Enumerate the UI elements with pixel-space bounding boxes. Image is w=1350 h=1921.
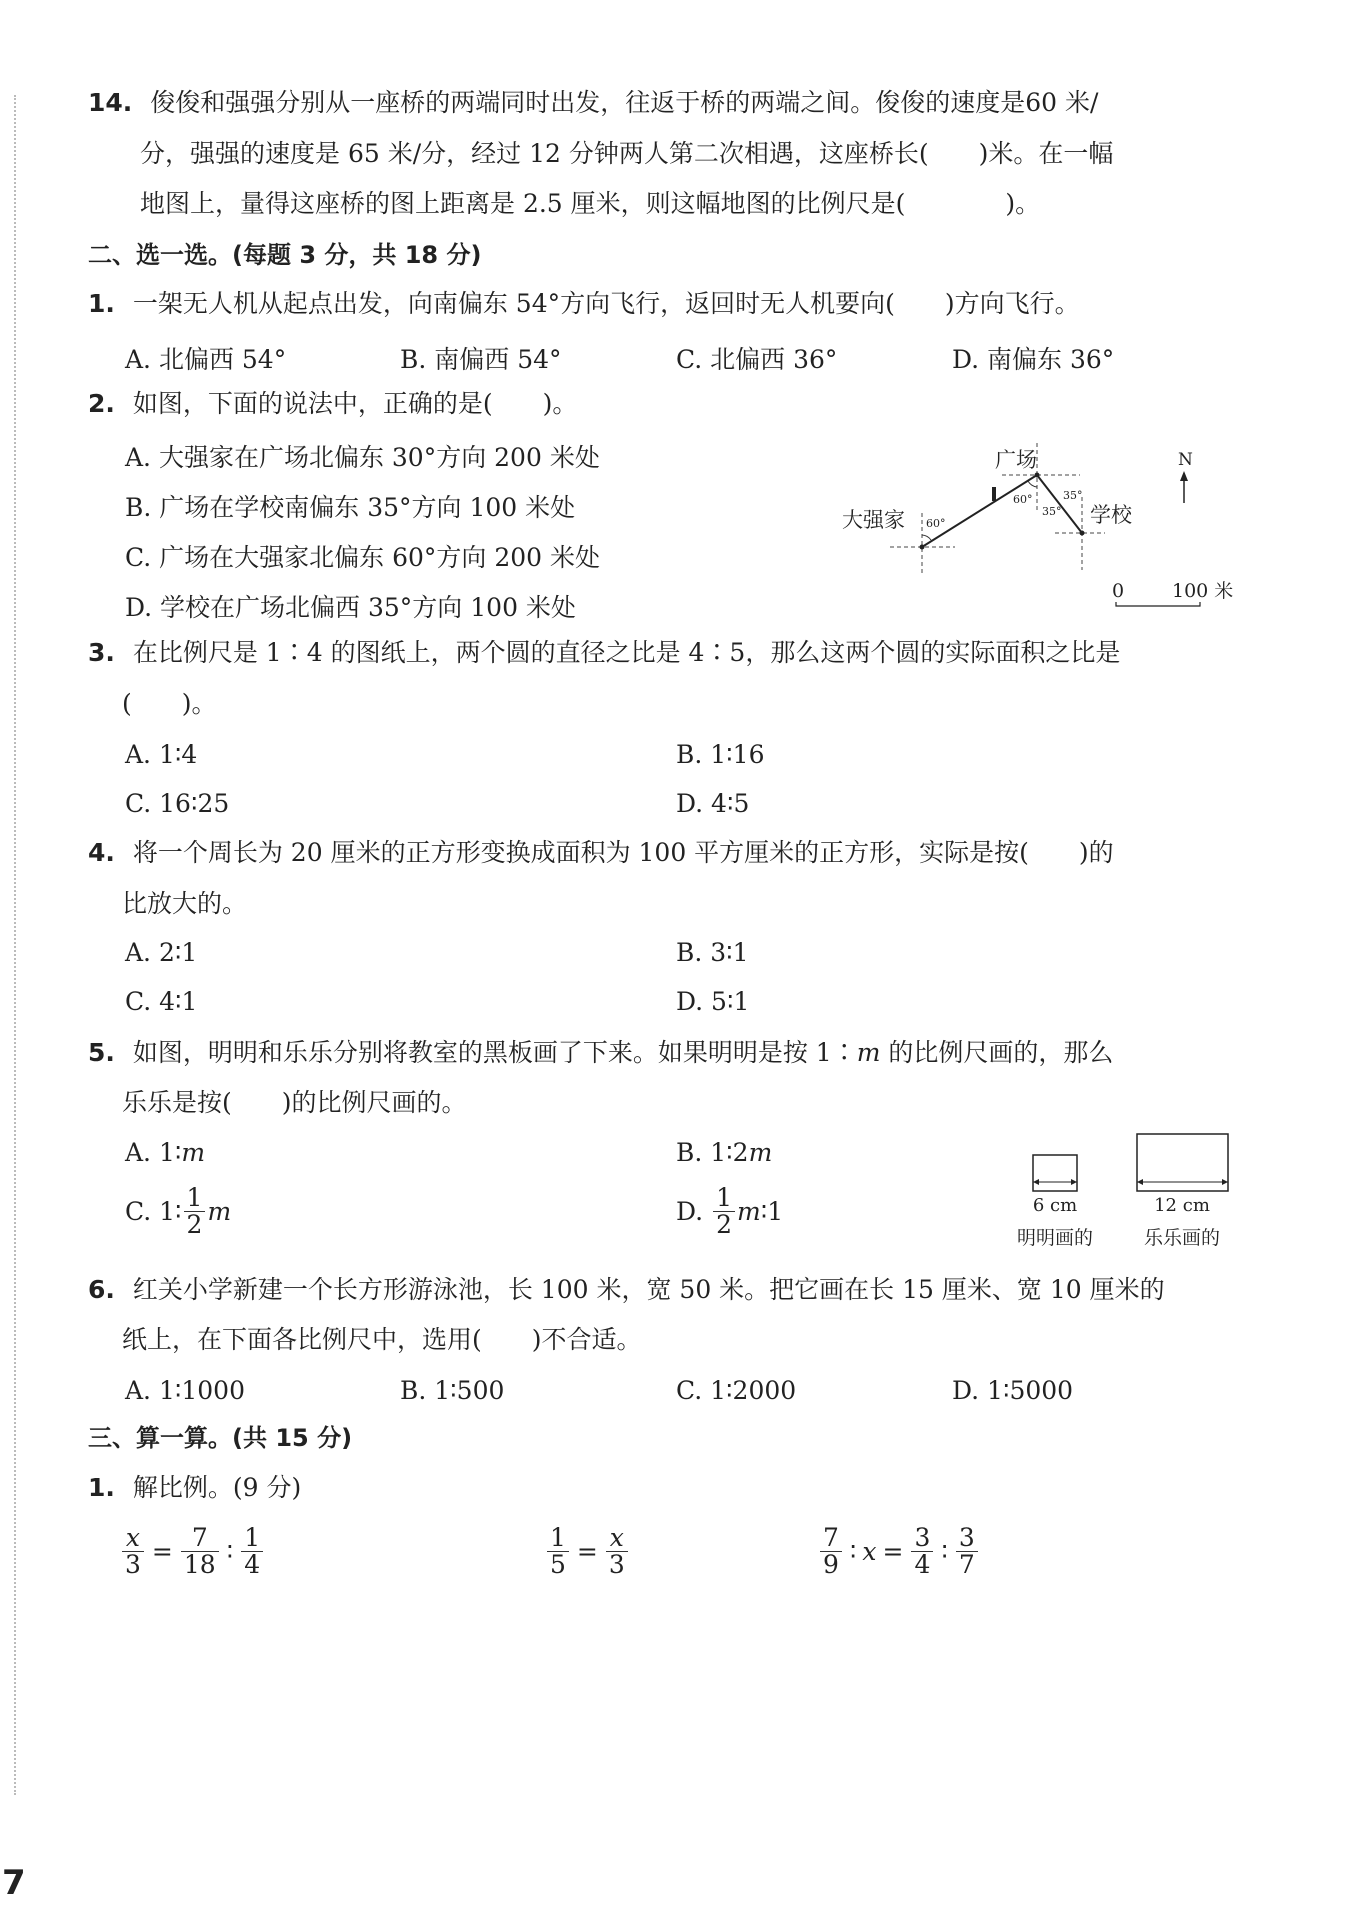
north-arrowhead-icon [1180, 471, 1188, 481]
option-a: A. 1∶1000 [125, 1376, 245, 1405]
q14-line3: 地图上，量得这座桥的图上距离是 2.5 厘米，则这幅地图的比例尺是( )。 [140, 189, 1041, 218]
angle-label-plaza: 60° [1013, 493, 1033, 506]
option-c: C. 1∶2000 [676, 1376, 797, 1405]
scale-label: 100 米 [1172, 580, 1234, 602]
path-tick [992, 487, 996, 501]
option-b: B. 广场在学校南偏东 35°方向 100 米处 [125, 493, 576, 522]
s2q1-stem: 1. 一架无人机从起点出发，向南偏东 54°方向飞行，返回时无人机要向( )方向飞行。 [88, 289, 1080, 318]
angle-arc [1028, 481, 1037, 487]
school-point [1080, 531, 1085, 536]
scale-zero: 0 [1112, 580, 1125, 602]
option-d: D. 5∶1 [676, 987, 750, 1016]
option-c: C. 4∶1 [125, 987, 198, 1016]
angle-label-home: 60° [926, 517, 946, 530]
school-label: 学校 [1090, 503, 1132, 527]
fraction: $\frac{1}{2}$ [184, 1185, 206, 1239]
option-a: A. 1∶4 [125, 740, 198, 769]
angle-label-35a: 35° [1063, 489, 1083, 502]
small-blackboard [1033, 1155, 1077, 1191]
option-d: D. $\frac{1}{2}$ m ∶1 [676, 1183, 784, 1240]
option-b: B. 1∶500 [400, 1376, 505, 1405]
option-a: A. 大强家在广场北偏东 30°方向 200 米处 [125, 443, 600, 472]
s2q6-line2: 纸上，在下面各比例尺中，选用( )不合适。 [122, 1325, 642, 1354]
small-caption: 明明画的 [1016, 1227, 1094, 1249]
equation-3: $\frac{7}{9}$ ∶ x = $\frac{3}{4}$ ∶ $\frac{3}{7}$ [818, 1525, 980, 1579]
option-c: C. 1∶ $\frac{1}{2}$ m [125, 1183, 232, 1240]
option-d: D. 学校在广场北偏西 35°方向 100 米处 [125, 593, 576, 622]
home-plaza-path [922, 475, 1037, 547]
option-b: B. 南偏西 54° [400, 345, 562, 374]
s2q2-stem: 2. 如图，下面的说法中，正确的是( )。 [88, 389, 578, 418]
direction-map-figure [830, 435, 1250, 610]
large-width-label: 12 cm [1154, 1195, 1210, 1216]
s2q6-line1: 6. 红关小学新建一个长方形游泳池，长 100 米，宽 50 米。把它画在长 15 厘米、宽 10 厘米的 [88, 1275, 1165, 1304]
s2q3-line1: 3. 在比例尺是 1∶4 的图纸上，两个圆的直径之比是 4∶5，那么这两个圆的实际面积之比是 [88, 638, 1121, 667]
blackboard-figure [1000, 1125, 1245, 1257]
option-a: A. 2∶1 [125, 938, 198, 967]
s3q1-stem: 1. 解比例。(9 分) [88, 1473, 302, 1502]
s2q5-line2: 乐乐是按( )的比例尺画的。 [122, 1088, 467, 1117]
equation-2: $\frac{1}{5}$ = $\frac{x}{3}$ [545, 1525, 630, 1579]
s2q5-line1: 5. 如图，明明和乐乐分别将教室的黑板画了下来。如果明明是按 1∶m 的比例尺画的，那么 [88, 1038, 1114, 1067]
q14-line1: 14. 俊俊和强强分别从一座桥的两端同时出发，往返于桥的两端之间。俊俊的速度是60 米/ [88, 88, 1099, 117]
small-width-label: 6 cm [1032, 1195, 1078, 1216]
arrow-left-icon [1033, 1179, 1039, 1185]
section-title: 二、选一选。(每题 3 分，共 18 分) [88, 241, 482, 269]
option-c: C. 广场在大强家北偏东 60°方向 200 米处 [125, 543, 601, 572]
page-number: 7 [2, 1863, 26, 1903]
option-b: B. 1∶2m [676, 1138, 773, 1167]
margin-line [14, 95, 16, 1795]
question-number: 14. [88, 88, 133, 117]
angle-arc [922, 535, 931, 540]
option-c: C. 北偏西 36° [676, 345, 838, 374]
s2q3-line2: ( )。 [122, 689, 217, 718]
option-b: B. 1∶16 [676, 740, 765, 769]
large-caption: 乐乐画的 [1143, 1227, 1221, 1249]
option-d: D. 4∶5 [676, 789, 750, 818]
fraction: $\frac{1}{2}$ [713, 1185, 735, 1239]
option-a: A. 北偏西 54° [125, 345, 287, 374]
option-b: B. 3∶1 [676, 938, 749, 967]
arrow-right-icon [1071, 1179, 1077, 1185]
q14-line2: 分，强强的速度是 65 米/分，经过 12 分钟两人第二次相遇，这座桥长( )米。在一幅 [140, 139, 1114, 168]
north-label: N [1178, 450, 1193, 470]
option-d: D. 1∶5000 [952, 1376, 1074, 1405]
home-label: 大强家 [842, 508, 905, 532]
equation-1: $\frac{x}{3}$ = $\frac{7}{18}$ ∶ $\frac{1}{4}$ [120, 1525, 265, 1579]
s2q4-line2: 比放大的。 [122, 889, 248, 918]
plaza-point [1035, 473, 1040, 478]
option-a: A. 1∶m [125, 1138, 206, 1167]
section-title: 三、算一算。(共 15 分) [88, 1424, 353, 1452]
s2q4-line1: 4. 将一个周长为 20 厘米的正方形变换成面积为 100 平方厘米的正方形，实际是按( )的 [88, 838, 1114, 867]
scale-bar [1116, 602, 1200, 606]
angle-label-35b: 35° [1042, 505, 1062, 518]
home-point [920, 545, 925, 550]
arrow-left-icon [1137, 1179, 1143, 1185]
arrow-right-icon [1222, 1179, 1228, 1185]
plaza-label: 广场 [995, 448, 1037, 472]
plaza-school-path [1037, 475, 1082, 533]
option-d: D. 南偏东 36° [952, 345, 1115, 374]
option-c: C. 16∶25 [125, 789, 230, 818]
